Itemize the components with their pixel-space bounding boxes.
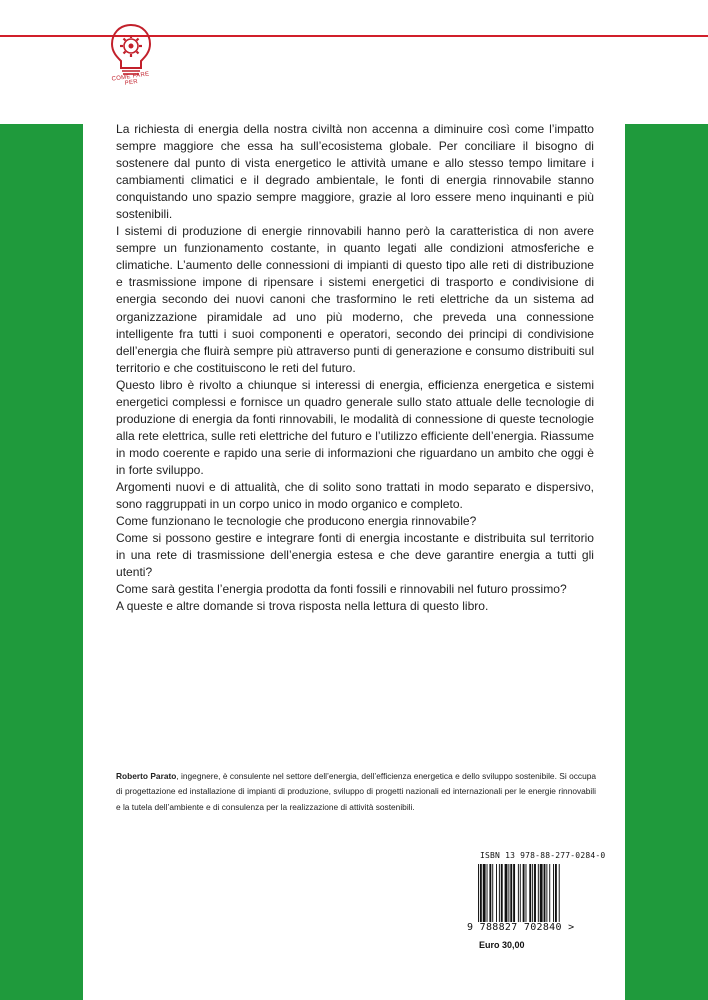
paragraph: Come funzionano le tecnologie che producono energia rinnovabile?	[116, 514, 477, 529]
barcode-icon	[478, 864, 584, 922]
price: Euro 30,00	[479, 940, 525, 950]
back-cover-description	[116, 121, 594, 615]
author-bio-text: , ingegnere, è consulente nel settore dell’energia, dell’efficienza energetica e dello sviluppo sostenibile. Si occupa di progettazione ed installazione di impianti di produzione, sviluppo di progetti nazionali ed internazionali per le energie rinnovabili e la tutela dell’ambiente e di consulenza per la realizzazione di attività sostenibili.	[116, 771, 596, 812]
paragraph: Argomenti nuovi e di attualità, che di solito sono trattati in modo separato e dispersivo, sono raggruppati in un corpo unico in modo organico e completo.	[116, 479, 594, 512]
author-name: Roberto Parato	[116, 771, 177, 781]
barcode-digits: 9 788827 702840 >	[467, 922, 575, 933]
isbn-label: ISBN 13 978-88-277-0284-0	[480, 851, 606, 860]
paragraph: La richiesta di energia della nostra civiltà non accenna a diminuire così come l’impatto sempre maggiore che essa ha sull’ecosistema globale. Per conciliare il bisogno di sostenere dal punto di vista energetico le attività umane e allo stesso tempo limitare i cambiamenti climatici e il degrado ambientale, le fonti di energia rinnovabile stanno conquistando uno spazio sempre maggiore, grazie al loro essere meno inquinanti e più sostenibili.	[116, 122, 594, 222]
publisher-series-label: COME FARE PER	[111, 71, 150, 87]
author-bio	[116, 769, 596, 815]
paragraph: Questo libro è rivolto a chiunque si interessi di energia, efficienza energetica e sistemi energetici complessi e fornisce un quadro generale sullo stato attuale delle tecnologie di produzione di energia da fonti rinnovabili, le modalità di connessione di queste tecnologie alla rete elettrica, sulle reti elettriche del futuro e l’utilizzo efficiente dell’energia. Riassume in modo coerente e rapido una serie di informazioni che riguardano un ambito che oggi è in forte sviluppo.	[116, 377, 594, 477]
right-green-band	[625, 124, 708, 1000]
paragraph: A queste e altre domande si trova risposta nella lettura di questo libro.	[116, 599, 489, 614]
left-green-band	[0, 124, 83, 1000]
paragraph: I sistemi di produzione di energie rinnovabili hanno però la caratteristica di non avere sempre un funzionamento costante, in quanto legati alle condizioni atmosferiche e climatiche. L’aumento delle connessioni di impianti di questo tipo alle reti di distribuzione e trasmissione impone di ripensare i sistemi energetici di trasporto e condivisione di energia secondo dei nuovi canoni che trasformino le reti elettriche da un sistema ad organizzazione piramidale ad uno più moderno, che preveda una connessione intelligente fra tutti i suoi componenti e operatori, secondo dei principi di condivisione dell’energia che fluirà sempre più attraverso punti di generazione e consumo distribuiti sul territorio e che costituiscono le reti del futuro.	[116, 224, 594, 375]
paragraph: Come sarà gestita l’energia prodotta da fonti fossili e rinnovabili nel futuro prossimo?	[116, 582, 567, 597]
paragraph: Come si possono gestire e integrare fonti di energia incostante e distribuita sul territorio in una rete di trasmissione dell’energia estesa e che deve garantire energia a tutti gli utenti?	[116, 531, 594, 580]
